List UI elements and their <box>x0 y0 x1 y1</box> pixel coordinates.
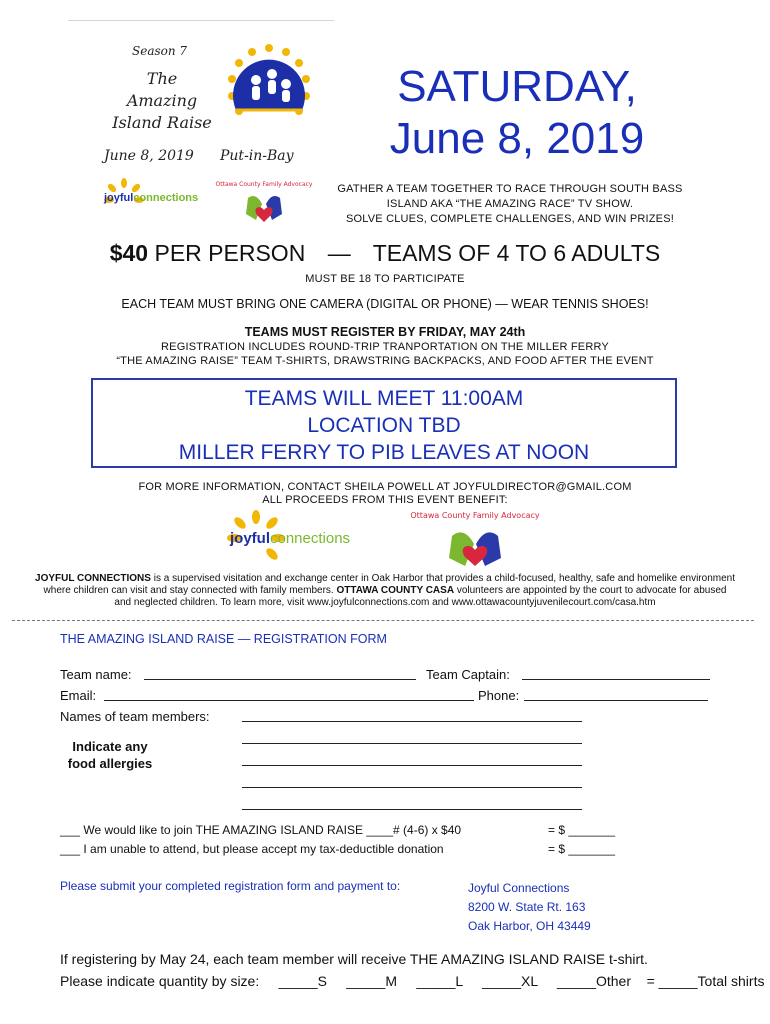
intro-line: SOLVE CLUES, COMPLETE CHALLENGES, AND WIN PRIZES! <box>345 213 675 225</box>
register-includes-2: “THE AMAZING RAISE” TEAM T-SHIRTS, DRAWSTRING BACKPACKS, AND FOOD AFTER THE EVENT <box>116 355 654 367</box>
join-option[interactable]: ___ We would like to join THE AMAZING ISLAND RAISE ____# (4-6) x $40 <box>60 823 462 837</box>
season-label: Season 7 <box>132 44 188 58</box>
team-name-label: Team name: <box>60 667 132 682</box>
intro-line: GATHER A TEAM TOGETHER TO RACE THROUGH SOUTH BASS <box>337 183 683 195</box>
about-text-2b: volunteers are appointed by the court to advocate for abused <box>454 585 727 596</box>
price-dash: — <box>327 240 351 266</box>
event-title-line: Amazing <box>126 91 198 110</box>
address-line: Oak Harbor, OH 43449 <box>468 919 591 933</box>
email-field[interactable] <box>104 688 474 701</box>
team-captain-field[interactable] <box>522 667 710 680</box>
team-member-field[interactable] <box>242 753 582 766</box>
join-total[interactable]: = $ _______ <box>548 823 616 837</box>
joyful-logo-text <box>104 192 198 204</box>
team-member-field[interactable] <box>242 775 582 788</box>
casa-name: OTTAWA COUNTY CASA <box>336 585 455 596</box>
joyful-connections-logo <box>226 510 366 566</box>
event-location-short: Put-in-Bay <box>220 148 294 164</box>
email-label: Email: <box>60 688 97 703</box>
team-name-field[interactable] <box>144 667 416 680</box>
meeting-location: LOCATION TBD <box>307 414 461 437</box>
big-day: SATURDAY, <box>397 62 637 111</box>
requirements: EACH TEAM MUST BRING ONE CAMERA (DIGITAL OR PHONE) — WEAR TENNIS SHOES! <box>121 297 649 311</box>
team-member-field[interactable] <box>242 709 582 722</box>
allergies-note <box>50 738 170 772</box>
phone-field[interactable] <box>524 688 708 701</box>
joyful-logo-prefix: joyful <box>104 192 134 204</box>
event-date-short: June 8, 2019 <box>104 148 194 164</box>
about-text-1: is a supervised visitation and exchange center in Oak Harbor that provides a child-focused, healthy, safe and homelike environment <box>150 573 735 584</box>
cut-line <box>12 620 754 621</box>
allergies-line: food allergies <box>67 756 153 771</box>
about-text <box>12 573 758 609</box>
team-size: TEAMS OF 4 TO 6 ADULTS <box>372 240 661 266</box>
intro-text <box>330 182 690 227</box>
about-text-2a: where children can visit and stay connected with family members. <box>43 585 337 596</box>
amazing-raise-logo <box>226 44 312 130</box>
address-line: 8200 W. State Rt. 163 <box>468 900 586 914</box>
event-title <box>104 68 220 134</box>
mailing-address <box>468 879 591 936</box>
meeting-time: TEAMS WILL MEET 11:00AM <box>244 387 524 410</box>
form-title: THE AMAZING ISLAND RAISE — REGISTRATION FORM <box>60 632 387 646</box>
ottawa-casa-logo-small <box>215 176 313 226</box>
ottawa-logo-text: Ottawa County Family Advocacy <box>215 181 313 188</box>
age-note: MUST BE 18 TO PARTICIPATE <box>305 273 465 285</box>
register-includes-1: REGISTRATION INCLUDES ROUND-TRIP TRANPORTATION ON THE MILLER FERRY <box>161 341 609 353</box>
team-members-label: Names of team members: <box>60 709 210 724</box>
price-amount: $40 <box>109 240 149 266</box>
contact-line: FOR MORE INFORMATION, CONTACT SHEILA POWELL AT JOYFULDIRECTOR@GMAIL.COM <box>138 481 632 493</box>
benefit-line: ALL PROCEEDS FROM THIS EVENT BENEFIT: <box>262 494 508 506</box>
register-deadline: TEAMS MUST REGISTER BY FRIDAY, MAY 24th <box>244 325 526 339</box>
submit-instructions: Please submit your completed registration form and payment to: <box>60 879 401 893</box>
joyful-name: JOYFUL CONNECTIONS <box>35 573 151 584</box>
price-line <box>0 240 770 267</box>
about-line-3: and neglected children. To learn more, visit www.joyfulconnections.com and www.ottawacountyjuvenilecourt.com/casa.htm <box>114 597 656 608</box>
donation-total[interactable]: = $ _______ <box>548 842 616 856</box>
about-line-2 <box>12 585 758 597</box>
ottawa-logo-text: Ottawa County Family Advocacy <box>410 511 540 520</box>
price-per: PER PERSON <box>148 240 306 266</box>
team-member-field[interactable] <box>242 797 582 810</box>
about-line-1 <box>12 573 758 585</box>
donation-option[interactable]: ___ I am unable to attend, but please accept my tax-deductible donation <box>60 842 444 856</box>
meeting-info-box <box>91 378 677 468</box>
top-divider <box>68 20 334 21</box>
shirt-sizes[interactable]: Please indicate quantity by size: _____S _____M _____L _____XL _____Other = _____Total shirts <box>60 973 765 989</box>
shirt-note: If registering by May 24, each team member will receive THE AMAZING ISLAND RAISE t-shirt. <box>60 951 648 967</box>
big-date: June 8, 2019 <box>389 114 645 163</box>
team-member-field[interactable] <box>242 731 582 744</box>
joyful-logo-suffix: connections <box>270 530 351 547</box>
joyful-connections-logo-small <box>104 178 199 218</box>
allergies-line: Indicate any <box>72 739 148 754</box>
joyful-logo-suffix: connections <box>133 192 199 204</box>
event-title-line: Island Raise <box>112 113 212 132</box>
intro-line: ISLAND AKA “THE AMAZING RACE” TV SHOW. <box>386 198 634 210</box>
joyful-logo-text <box>230 530 350 547</box>
team-captain-label: Team Captain: <box>426 667 510 682</box>
address-line: Joyful Connections <box>468 881 570 895</box>
phone-label: Phone: <box>478 688 520 703</box>
event-title-line: The <box>146 69 178 88</box>
ottawa-casa-logo <box>412 506 538 570</box>
ferry-time: MILLER FERRY TO PIB LEAVES AT NOON <box>178 441 590 464</box>
joyful-logo-prefix: joyful <box>230 530 270 547</box>
